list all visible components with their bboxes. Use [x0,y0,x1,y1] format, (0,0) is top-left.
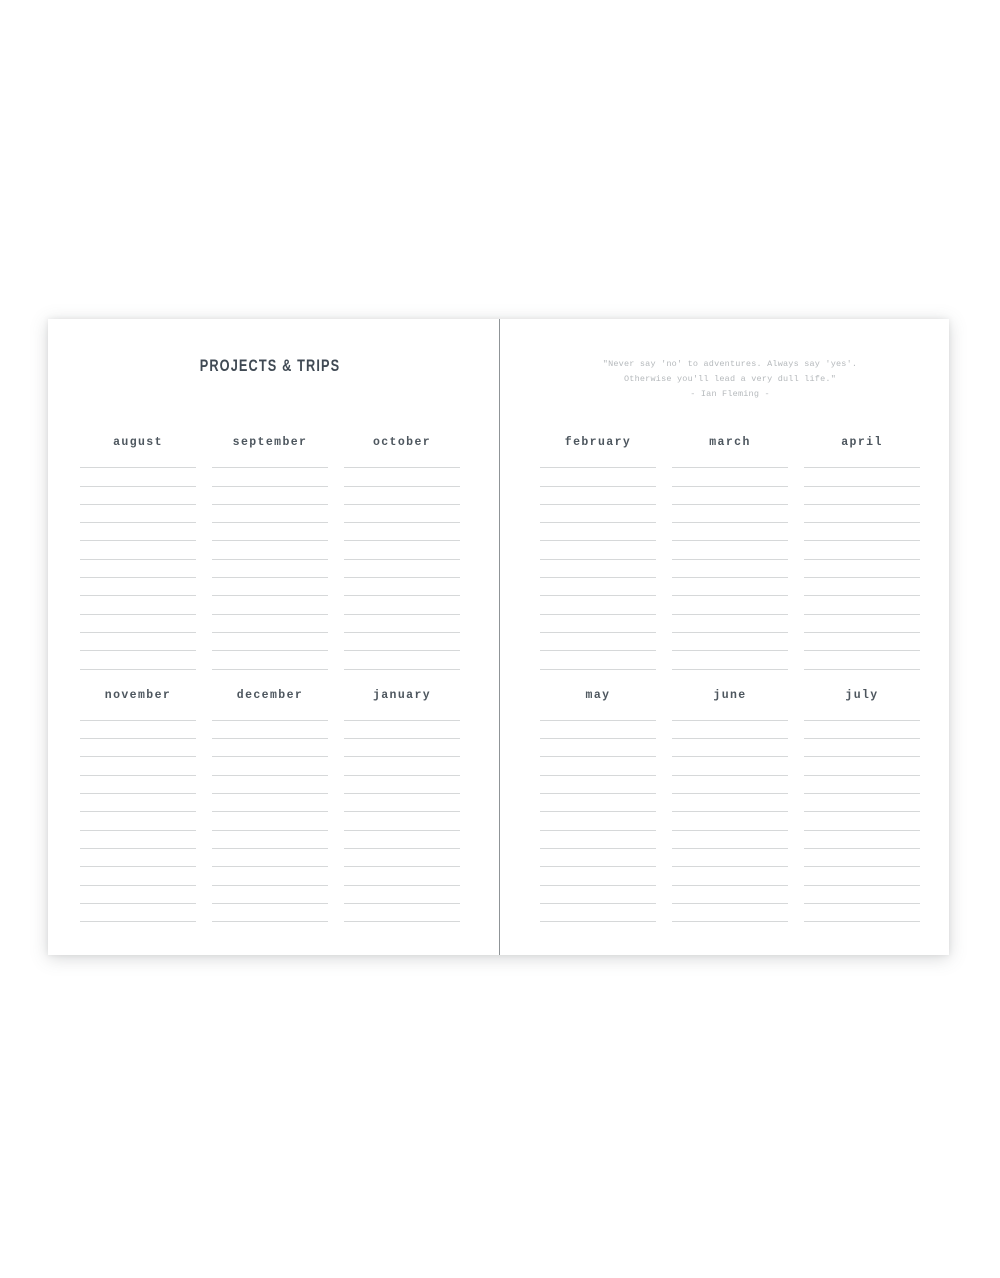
writing-line [540,487,656,505]
writing-line [80,541,196,559]
month-section-march [672,436,788,670]
writing-line [540,505,656,523]
writing-line [80,776,196,794]
writing-line [672,703,788,721]
month-section-april [804,436,920,670]
writing-line [540,541,656,559]
month-section-june [672,689,788,923]
writing-line [344,633,460,651]
month-section-july [804,689,920,923]
writing-line [80,596,196,614]
writing-line [540,651,656,669]
writing-lines [344,450,460,670]
writing-line [212,831,328,849]
writing-line [672,596,788,614]
writing-line [672,615,788,633]
months-right [540,436,920,922]
writing-line [212,739,328,757]
right-page [500,319,949,955]
writing-lines [80,703,196,923]
writing-lines [804,703,920,923]
writing-line [672,541,788,559]
writing-line [540,578,656,596]
months-row [540,436,920,670]
writing-line [672,812,788,830]
writing-line [540,831,656,849]
writing-line [212,651,328,669]
writing-line [344,721,460,739]
writing-line [344,867,460,885]
month-label: may [585,688,611,702]
writing-line [672,776,788,794]
writing-line [212,904,328,922]
writing-line [212,776,328,794]
writing-line [80,505,196,523]
writing-line [344,578,460,596]
writing-line [344,757,460,775]
writing-line [804,867,920,885]
month-label: february [564,436,632,449]
planner-spread [48,319,949,955]
writing-line [80,886,196,904]
writing-line [80,578,196,596]
writing-line [80,523,196,541]
writing-line [672,849,788,867]
writing-lines [804,450,920,670]
writing-line [540,757,656,775]
writing-line [212,450,328,468]
writing-line [672,487,788,505]
writing-line [212,468,328,486]
writing-line [540,867,656,885]
writing-line [672,794,788,812]
writing-line [344,886,460,904]
writing-line [672,886,788,904]
months-row [80,436,460,670]
writing-line [344,831,460,849]
writing-line [804,450,920,468]
writing-line [344,615,460,633]
writing-line [80,651,196,669]
writing-line [804,794,920,812]
month-section-october [344,436,460,670]
writing-line [80,560,196,578]
writing-line [804,757,920,775]
writing-line [344,468,460,486]
writing-line [80,487,196,505]
writing-line [212,615,328,633]
writing-line [540,450,656,468]
writing-line [540,721,656,739]
writing-line [672,867,788,885]
writing-lines [672,450,788,670]
page-title: PROJECTS & TRIPS [199,356,341,375]
writing-line [540,523,656,541]
month-section-september [212,436,328,670]
quote-line-1: "Never say 'no' to adventures. Always say 'yes'. [602,359,858,369]
writing-line [344,523,460,541]
writing-line [804,578,920,596]
writing-line [540,849,656,867]
writing-line [344,487,460,505]
writing-line [80,739,196,757]
writing-line [804,739,920,757]
writing-line [804,560,920,578]
writing-line [672,904,788,922]
writing-line [212,867,328,885]
writing-line [212,560,328,578]
writing-line [804,487,920,505]
writing-lines [212,703,328,923]
writing-line [672,757,788,775]
writing-line [344,904,460,922]
writing-line [672,560,788,578]
left-page [48,319,500,955]
writing-line [212,633,328,651]
month-label: july [845,688,879,702]
writing-lines [672,703,788,923]
writing-line [672,468,788,486]
writing-line [804,812,920,830]
writing-line [212,721,328,739]
writing-line [80,468,196,486]
writing-line [80,867,196,885]
month-label: april [841,436,883,449]
months-left [80,436,460,922]
writing-line [344,776,460,794]
writing-line [80,849,196,867]
writing-line [672,505,788,523]
quote-block [540,357,920,402]
writing-line [344,505,460,523]
writing-line [540,812,656,830]
month-label: march [709,436,751,449]
writing-line [80,615,196,633]
writing-line [540,633,656,651]
writing-line [344,450,460,468]
writing-line [804,523,920,541]
writing-line [804,904,920,922]
month-label: december [236,688,304,702]
month-section-january [344,689,460,923]
writing-line [804,468,920,486]
writing-line [344,651,460,669]
month-label: june [713,688,747,702]
writing-line [212,541,328,559]
writing-line [540,468,656,486]
writing-line [540,739,656,757]
writing-line [344,541,460,559]
writing-line [540,703,656,721]
writing-line [672,739,788,757]
writing-line [672,523,788,541]
month-label: august [113,436,163,449]
writing-line [80,721,196,739]
writing-line [540,886,656,904]
writing-line [80,703,196,721]
months-row [80,689,460,923]
month-section-august [80,436,196,670]
writing-line [80,831,196,849]
writing-line [804,596,920,614]
left-page-header [80,319,460,436]
writing-line [804,541,920,559]
writing-line [804,721,920,739]
writing-line [804,703,920,721]
writing-line [540,776,656,794]
right-page-header [540,319,920,436]
month-section-december [212,689,328,923]
writing-lines [80,450,196,670]
writing-line [540,596,656,614]
writing-line [804,651,920,669]
writing-line [344,812,460,830]
writing-line [804,886,920,904]
month-label: january [372,688,432,702]
writing-line [540,794,656,812]
writing-line [804,633,920,651]
month-label: october [372,436,432,449]
writing-line [344,596,460,614]
writing-line [80,904,196,922]
writing-line [344,703,460,721]
month-label: september [232,436,308,449]
writing-line [212,703,328,721]
writing-line [80,794,196,812]
writing-line [212,757,328,775]
month-section-february [540,436,656,670]
writing-lines [540,703,656,923]
months-row [540,689,920,923]
writing-line [540,615,656,633]
writing-line [212,505,328,523]
writing-line [212,523,328,541]
writing-line [672,651,788,669]
month-section-november [80,689,196,923]
writing-line [540,904,656,922]
writing-lines [212,450,328,670]
writing-line [804,505,920,523]
writing-line [212,886,328,904]
writing-line [80,450,196,468]
writing-line [804,831,920,849]
writing-line [804,776,920,794]
writing-line [672,721,788,739]
writing-line [672,450,788,468]
writing-line [672,633,788,651]
writing-lines [344,703,460,923]
writing-line [212,487,328,505]
quote-attribution: - Ian Fleming - [690,389,770,399]
writing-line [212,578,328,596]
writing-line [212,812,328,830]
writing-lines [540,450,656,670]
writing-line [80,633,196,651]
writing-line [344,849,460,867]
writing-line [804,849,920,867]
quote-line-2: Otherwise you'll lead a very dull life." [623,374,837,384]
month-label: november [104,688,172,702]
writing-line [804,615,920,633]
writing-line [212,794,328,812]
month-section-may [540,689,656,923]
writing-line [344,739,460,757]
writing-line [344,794,460,812]
writing-line [672,578,788,596]
writing-line [672,831,788,849]
writing-line [80,757,196,775]
writing-line [80,812,196,830]
writing-line [344,560,460,578]
writing-line [212,596,328,614]
writing-line [212,849,328,867]
writing-line [540,560,656,578]
